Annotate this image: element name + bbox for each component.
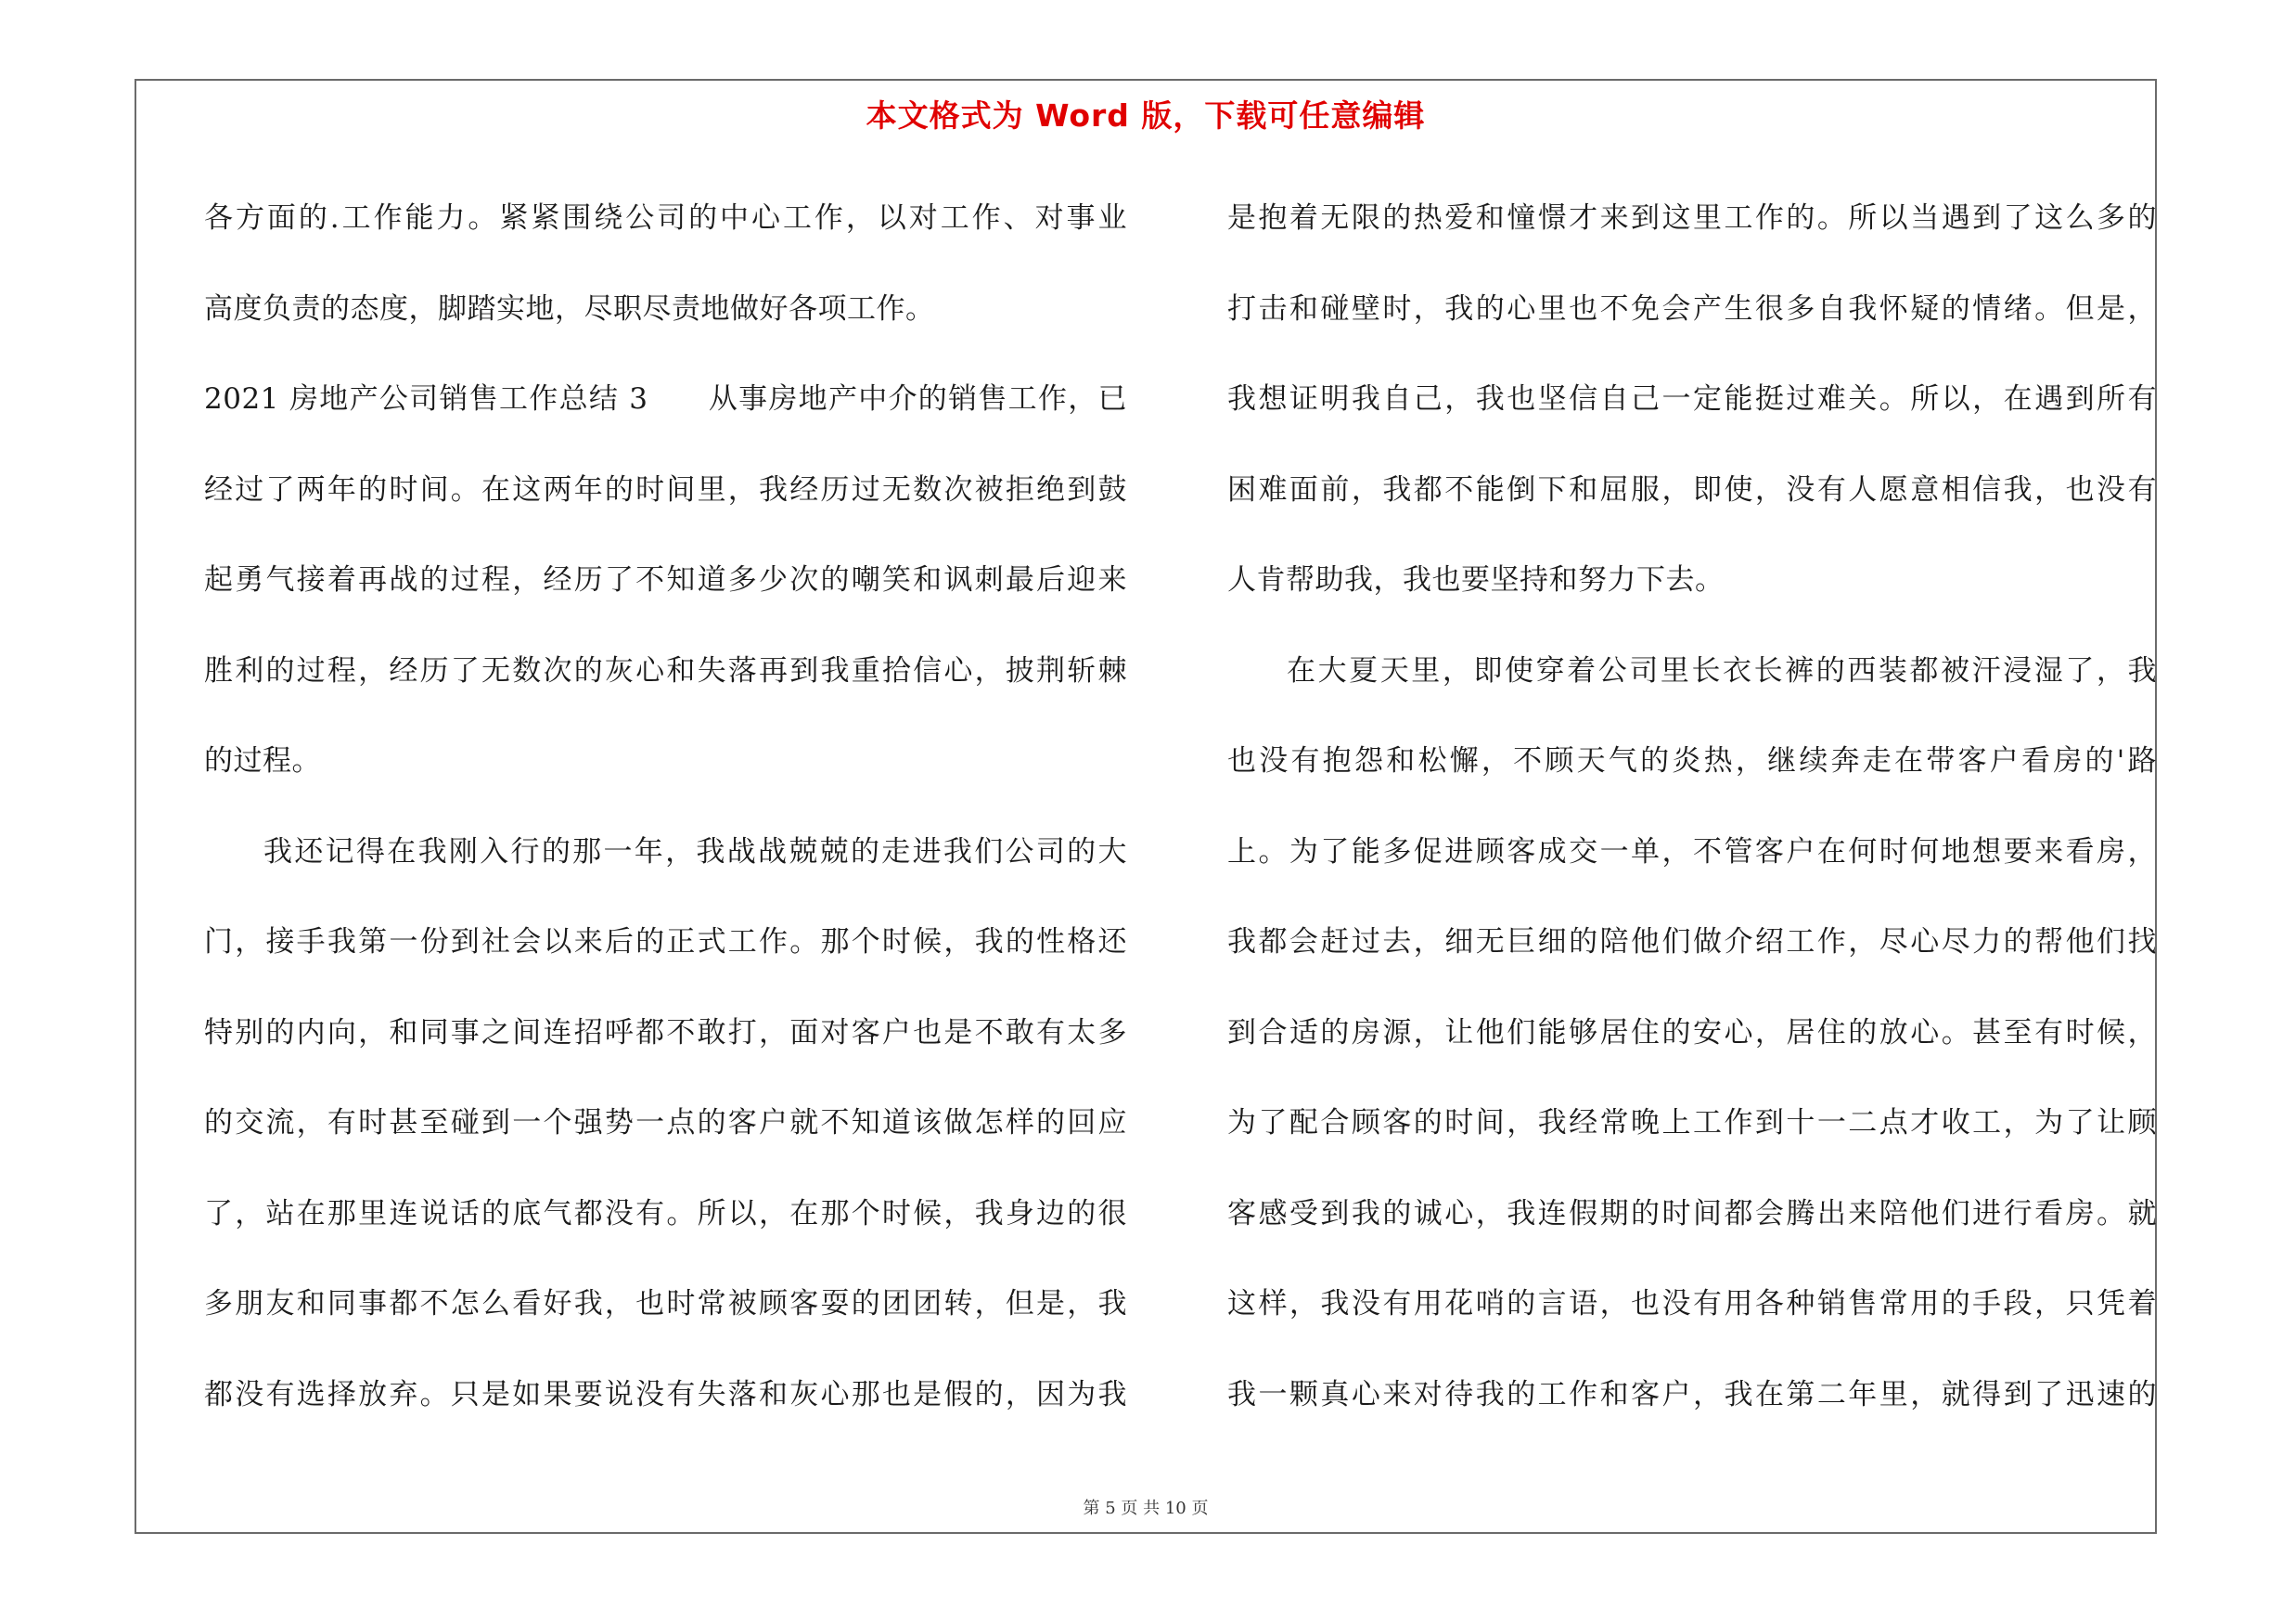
text-line: 胜利的过程，经历了无数次的灰心和失落再到我重拾信心，披荆斩棘 <box>204 653 1127 688</box>
text-line: 特别的内向，和同事之间连招呼都不敢打，面对客户也是不敢有太多 <box>204 1015 1127 1050</box>
text-line: 2021 房地产公司销售工作总结 3 从事房地产中介的销售工作，已 <box>204 382 1127 416</box>
text-line: 我想证明我自己，我也坚信自己一定能挺过难关。所以，在遇到所有 <box>1227 382 2157 416</box>
text-line: 在大夏天里，即使穿着公司里长衣长裤的西装都被汗浸湿了，我 <box>1287 653 2157 688</box>
text-line: 困难面前，我都不能倒下和屈服，即使，没有人愿意相信我，也没有 <box>1227 472 2157 507</box>
text-line: 了，站在那里连说话的底气都没有。所以，在那个时候，我身边的很 <box>204 1196 1127 1230</box>
text-line: 到合适的房源，让他们能够居住的安心，居住的放心。甚至有时候， <box>1227 1015 2157 1050</box>
text-line: 门，接手我第一份到社会以来后的正式工作。那个时候，我的性格还 <box>204 925 1127 959</box>
text-line: 经过了两年的时间。在这两年的时间里，我经历过无数次被拒绝到鼓 <box>204 472 1127 507</box>
text-line: 这样，我没有用花哨的言语，也没有用各种销售常用的手段，只凭着 <box>1227 1287 2157 1320</box>
right-text-column <box>1227 174 2157 1426</box>
text-line: 多朋友和同事都不怎么看好我，也时常被顾客耍的团团转，但是，我 <box>204 1287 1127 1320</box>
text-line: 打击和碰壁时，我的心里也不免会产生很多自我怀疑的情绪。但是， <box>1227 291 2157 326</box>
left-text-column <box>204 174 1127 1426</box>
text-line: 的交流，有时甚至碰到一个强势一点的客户就不知道该做怎样的回应 <box>204 1106 1127 1140</box>
text-line: 的过程。 <box>204 744 321 778</box>
text-line: 各方面的.工作能力。紧紧围绕公司的中心工作，以对工作、对事业 <box>204 201 1127 235</box>
page-frame <box>135 79 2157 1534</box>
text-line: 是抱着无限的热爱和憧憬才来到这里工作的。所以当遇到了这么多的 <box>1227 201 2157 235</box>
text-line: 我还记得在我刚入行的那一年，我战战兢兢的走进我们公司的大 <box>263 834 1127 869</box>
text-line: 我一颗真心来对待我的工作和客户，我在第二年里，就得到了迅速的 <box>1227 1377 2157 1411</box>
text-line: 我都会赶过去，细无巨细的陪他们做介绍工作，尽心尽力的帮他们找 <box>1227 925 2157 959</box>
text-line: 为了配合顾客的时间，我经常晚上工作到十一二点才收工，为了让顾 <box>1227 1106 2157 1140</box>
text-line: 人肯帮助我，我也要坚持和努力下去。 <box>1227 563 1725 597</box>
text-line: 也没有抱怨和松懈，不顾天气的炎热，继续奔走在带客户看房的'路 <box>1227 744 2157 778</box>
word-format-banner: 本文格式为 Word 版，下载可任意编辑 <box>866 97 1426 134</box>
text-line: 高度负责的态度，脚踏实地，尽职尽责地做好各项工作。 <box>204 291 935 326</box>
text-line: 上。为了能多促进顾客成交一单，不管客户在何时何地想要来看房， <box>1227 834 2157 869</box>
text-line: 都没有选择放弃。只是如果要说没有失落和灰心那也是假的，因为我 <box>204 1377 1127 1411</box>
text-line: 客感受到我的诚心，我连假期的时间都会腾出来陪他们进行看房。就 <box>1227 1196 2157 1230</box>
page-number: 第 5 页 共 10 页 <box>1083 1499 1209 1518</box>
text-line: 起勇气接着再战的过程，经历了不知道多少次的嘲笑和讽刺最后迎来 <box>204 563 1127 597</box>
